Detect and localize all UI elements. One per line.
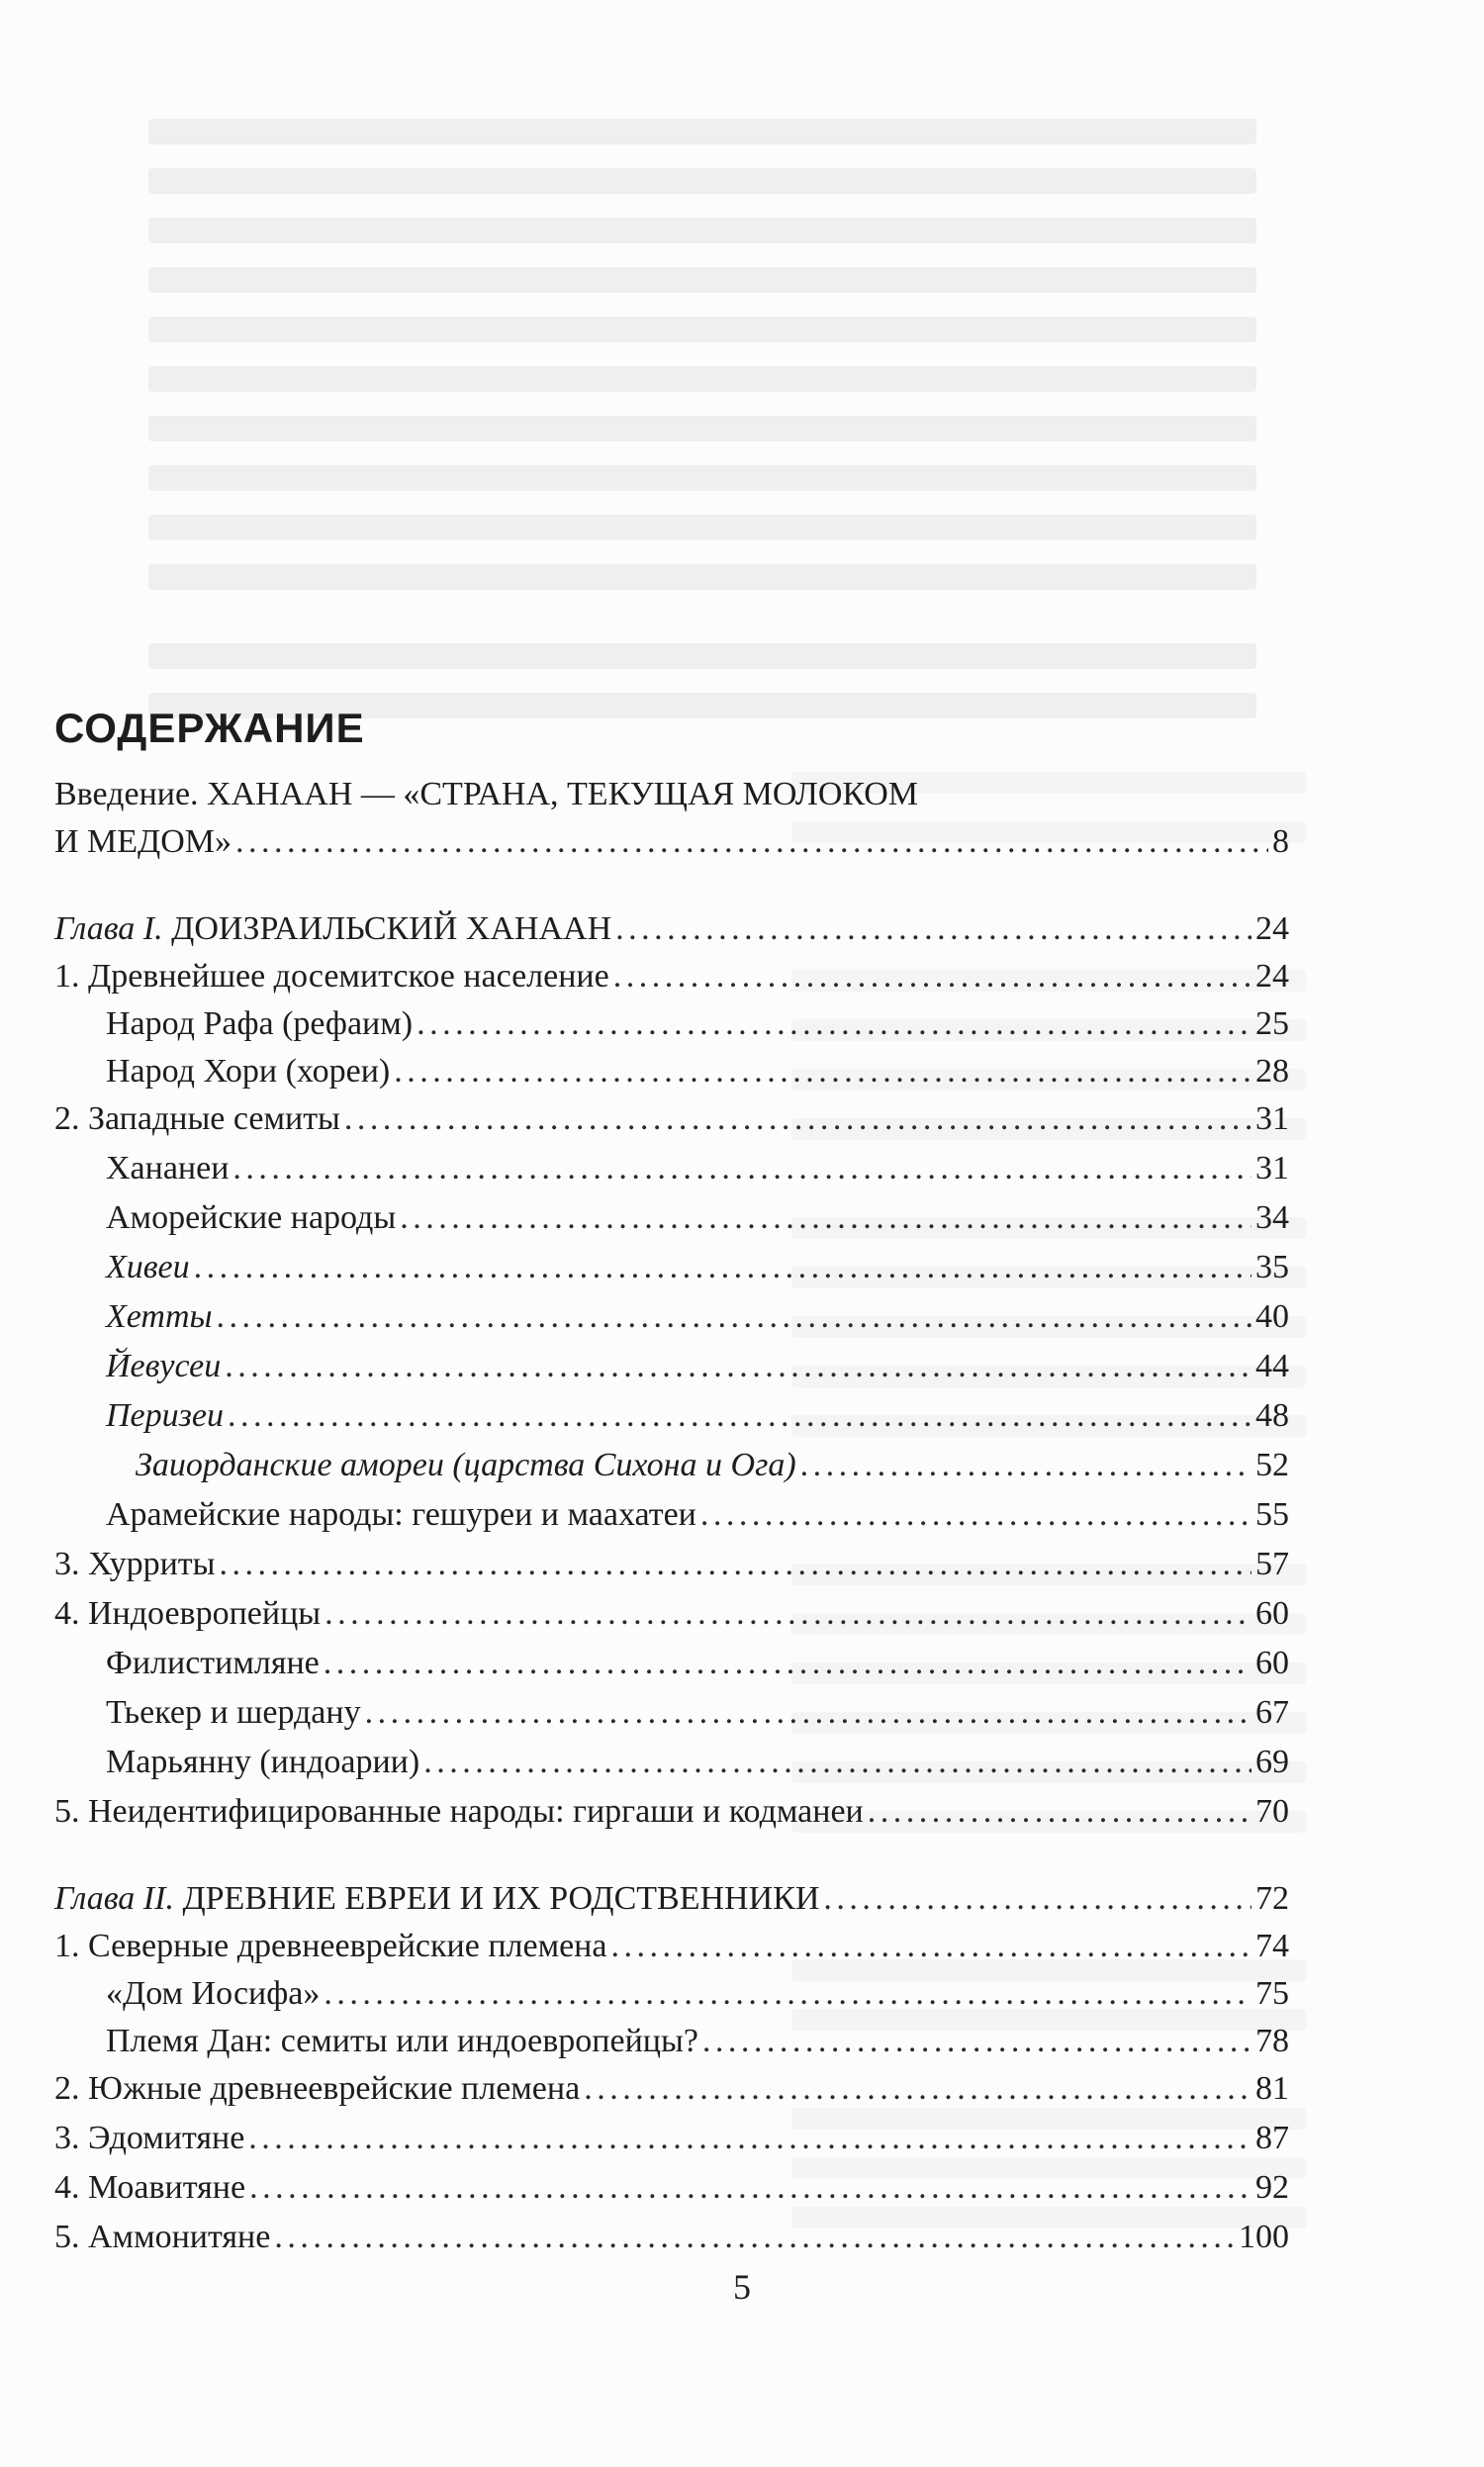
toc-entry-title	[54, 1594, 321, 1634]
toc-entry	[54, 767, 1289, 814]
dot-leader	[194, 1248, 1252, 1287]
toc-entry-title	[106, 1297, 213, 1337]
toc-entry-text: Хананеи	[106, 1150, 230, 1186]
toc-entry-page: 48	[1255, 1397, 1289, 1434]
toc-entry-text: Хетты	[106, 1298, 213, 1335]
toc-entry-page: 25	[1255, 1005, 1289, 1042]
toc-entry	[54, 1537, 1289, 1584]
toc-entry-title	[54, 1099, 340, 1139]
toc-entry-title	[54, 2069, 580, 2109]
toc-entry-text: 2. Западные семиты	[54, 1100, 340, 1137]
toc-entry	[54, 1919, 1289, 1966]
toc-entry-page: 70	[1255, 1793, 1289, 1830]
toc-entry-text: «Дом Иосифа»	[106, 1975, 321, 2012]
dot-leader	[225, 1347, 1252, 1386]
toc-entry	[54, 2061, 1289, 2109]
dot-leader	[325, 1594, 1252, 1634]
toc-entry-text: 3. Эдомитяне	[54, 2120, 245, 2156]
dot-leader	[823, 1879, 1252, 1919]
dot-leader	[417, 1004, 1252, 1044]
dot-leader	[394, 1052, 1252, 1091]
toc-entry-title	[106, 1495, 696, 1535]
toc-entry-title	[106, 1052, 390, 1091]
toc-entry	[54, 2160, 1289, 2208]
dot-leader	[800, 1446, 1252, 1485]
toc-entry-page: 69	[1255, 1744, 1289, 1780]
toc-entry-title	[106, 1396, 224, 1436]
toc-entry	[54, 1966, 1289, 2014]
toc-entry-title	[106, 1198, 396, 1238]
toc-entry	[54, 1586, 1289, 1634]
dot-leader	[232, 1149, 1252, 1188]
toc-entry-text: 2. Южные древнееврейские племена	[54, 2070, 581, 2107]
toc-entry-title	[106, 1743, 419, 1782]
toc-entry-text: Филистимляне	[106, 1645, 320, 1681]
toc-entry-text: Перизеи	[106, 1397, 224, 1434]
toc-entry-title	[54, 2119, 244, 2158]
dot-leader	[868, 1792, 1252, 1832]
toc-entry	[54, 1141, 1289, 1188]
dot-leader	[219, 1545, 1252, 1584]
toc-entry-page: 24	[1255, 910, 1289, 947]
dot-leader	[423, 1743, 1252, 1782]
toc-entry-title	[106, 1248, 190, 1287]
dot-leader	[228, 1396, 1252, 1436]
toc-entry	[54, 1044, 1289, 1091]
toc-entry	[54, 814, 1289, 862]
toc-entry-title	[54, 909, 611, 949]
toc-entry-page: 31	[1255, 1150, 1289, 1186]
toc-entry-page: 72	[1255, 1880, 1289, 1917]
dot-leader	[584, 2069, 1252, 2109]
toc-entry-text: Йевусеи	[106, 1348, 222, 1384]
toc-entry	[54, 1091, 1289, 1139]
toc-entry-title	[54, 822, 232, 862]
toc-entry	[54, 1685, 1289, 1733]
toc-entry-text: Введение. ХАНААН — «СТРАНА, ТЕКУЩАЯ МОЛОКОМ	[54, 776, 918, 812]
toc-entry-page: 8	[1272, 823, 1289, 860]
toc-entry-text: 1. Северные древнееврейские племена	[54, 1928, 607, 1964]
toc-entry-text: 4. Индоевропейцы	[54, 1595, 322, 1632]
toc-entry-text: Народ Рафа (рефаим)	[106, 1005, 414, 1042]
dot-leader	[274, 2218, 1235, 2257]
toc-entry-page: 34	[1255, 1199, 1289, 1236]
toc-entry-text: 4. Моавитяне	[54, 2169, 246, 2206]
toc-entry-page: 60	[1255, 1595, 1289, 1632]
toc-entry	[54, 1240, 1289, 1287]
toc-entry-text: 1. Древнейшее досемитское население	[54, 958, 609, 995]
toc-entry-title	[106, 1693, 361, 1733]
toc-entry-page: 24	[1255, 958, 1289, 995]
toc-entry-text: Арамейские народы: гешуреи и маахатеи	[106, 1496, 696, 1533]
toc-entry-title	[106, 1347, 221, 1386]
toc-entry	[54, 1636, 1289, 1683]
toc-entry-page: 31	[1255, 1100, 1289, 1137]
toc-entry-title	[106, 1974, 320, 2014]
toc-entry	[54, 1289, 1289, 1337]
dot-leader	[613, 957, 1252, 996]
toc-entry-page: 81	[1255, 2070, 1289, 2107]
dot-leader	[615, 909, 1252, 949]
chapter-label: Глава I.	[54, 910, 163, 947]
toc-entry	[54, 2014, 1289, 2061]
dot-leader	[324, 1974, 1252, 2014]
toc-entry-page: 74	[1255, 1928, 1289, 1964]
toc-entry	[54, 949, 1289, 996]
dot-leader	[217, 1297, 1252, 1337]
toc-entry	[54, 1735, 1289, 1782]
toc-entry-title	[54, 775, 918, 814]
toc-entry-title	[106, 1644, 320, 1683]
toc-entry-text: 5. Неидентифицированные народы: гиргаши и кодманеи	[54, 1793, 864, 1830]
toc-entry-title	[54, 1879, 819, 1919]
toc-entry-text: Заиорданские амореи (царства Сихона и Ога)	[136, 1447, 796, 1483]
toc-entry-text: И МЕДОМ»	[54, 823, 232, 860]
toc-entry-page: 52	[1255, 1447, 1289, 1483]
toc-entry-page: 100	[1239, 2219, 1289, 2255]
toc-entry	[54, 2210, 1289, 2257]
toc-entry	[54, 1784, 1289, 1832]
toc-entry	[54, 1339, 1289, 1386]
toc-entry-text: ДРЕВНИЕ ЕВРЕИ И ИХ РОДСТВЕННИКИ	[173, 1880, 820, 1917]
toc-entry	[54, 1388, 1289, 1436]
toc-entry-title	[54, 1545, 215, 1584]
toc-entry-page: 67	[1255, 1694, 1289, 1731]
toc-entry-page: 78	[1255, 2023, 1289, 2059]
toc-entry-title	[54, 1792, 864, 1832]
toc-entry-page: 28	[1255, 1053, 1289, 1090]
chapter-label: Глава II.	[54, 1880, 174, 1917]
toc-entry-text: 5. Аммонитяне	[54, 2219, 271, 2255]
toc-entry-page: 60	[1255, 1645, 1289, 1681]
dot-leader	[235, 822, 1268, 862]
toc-entry-title	[136, 1446, 796, 1485]
toc-entry-text: Племя Дан: семиты или индоевропейцы?	[106, 2023, 698, 2059]
toc-entry	[54, 996, 1289, 1044]
toc-entry	[54, 1190, 1289, 1238]
toc-entry-page: 92	[1255, 2169, 1289, 2206]
toc-entry-text: Хивеи	[106, 1249, 190, 1285]
toc-entry-page: 57	[1255, 1546, 1289, 1582]
dot-leader	[365, 1693, 1252, 1733]
toc-entry-title	[54, 957, 609, 996]
toc-entry-page: 35	[1255, 1249, 1289, 1285]
toc-entry-page: 55	[1255, 1496, 1289, 1533]
toc-entry	[54, 901, 1289, 949]
toc-entry-title	[106, 2022, 698, 2061]
toc-entry-title	[54, 2168, 245, 2208]
toc-entry-title	[54, 1927, 606, 1966]
toc-entry-page: 75	[1255, 1975, 1289, 2012]
toc-entry-text: Аморейские народы	[106, 1199, 397, 1236]
toc-entry-page: 44	[1255, 1348, 1289, 1384]
dot-leader	[702, 2022, 1252, 2061]
dot-leader	[610, 1927, 1252, 1966]
toc-entry-page: 87	[1255, 2120, 1289, 2156]
toc-entry-page: 40	[1255, 1298, 1289, 1335]
page-number: 5	[733, 2267, 751, 2307]
toc-entry	[54, 1438, 1289, 1485]
toc-entry	[54, 1871, 1289, 1919]
dot-leader	[324, 1644, 1252, 1683]
dot-leader	[344, 1099, 1252, 1139]
toc-entry-title	[106, 1004, 413, 1044]
toc-entry-title	[106, 1149, 229, 1188]
toc-entry-text: ДОИЗРАИЛЬСКИЙ ХАНААН	[162, 910, 612, 947]
dot-leader	[400, 1198, 1252, 1238]
toc-entry-text: Народ Хори (хореи)	[106, 1053, 391, 1090]
dot-leader	[700, 1495, 1252, 1535]
page-title: СОДЕРЖАНИЕ	[54, 705, 365, 751]
toc-entry-text: 3. Хурриты	[54, 1546, 216, 1582]
toc-entry-text: Тьекер и шердану	[106, 1694, 361, 1731]
dot-leader	[249, 2168, 1252, 2208]
toc-entry-text: Марьянну (индоарии)	[106, 1744, 420, 1780]
toc-entry-title	[54, 2218, 270, 2257]
dot-leader	[248, 2119, 1252, 2158]
toc-entry	[54, 2111, 1289, 2158]
toc-entry	[54, 1487, 1289, 1535]
